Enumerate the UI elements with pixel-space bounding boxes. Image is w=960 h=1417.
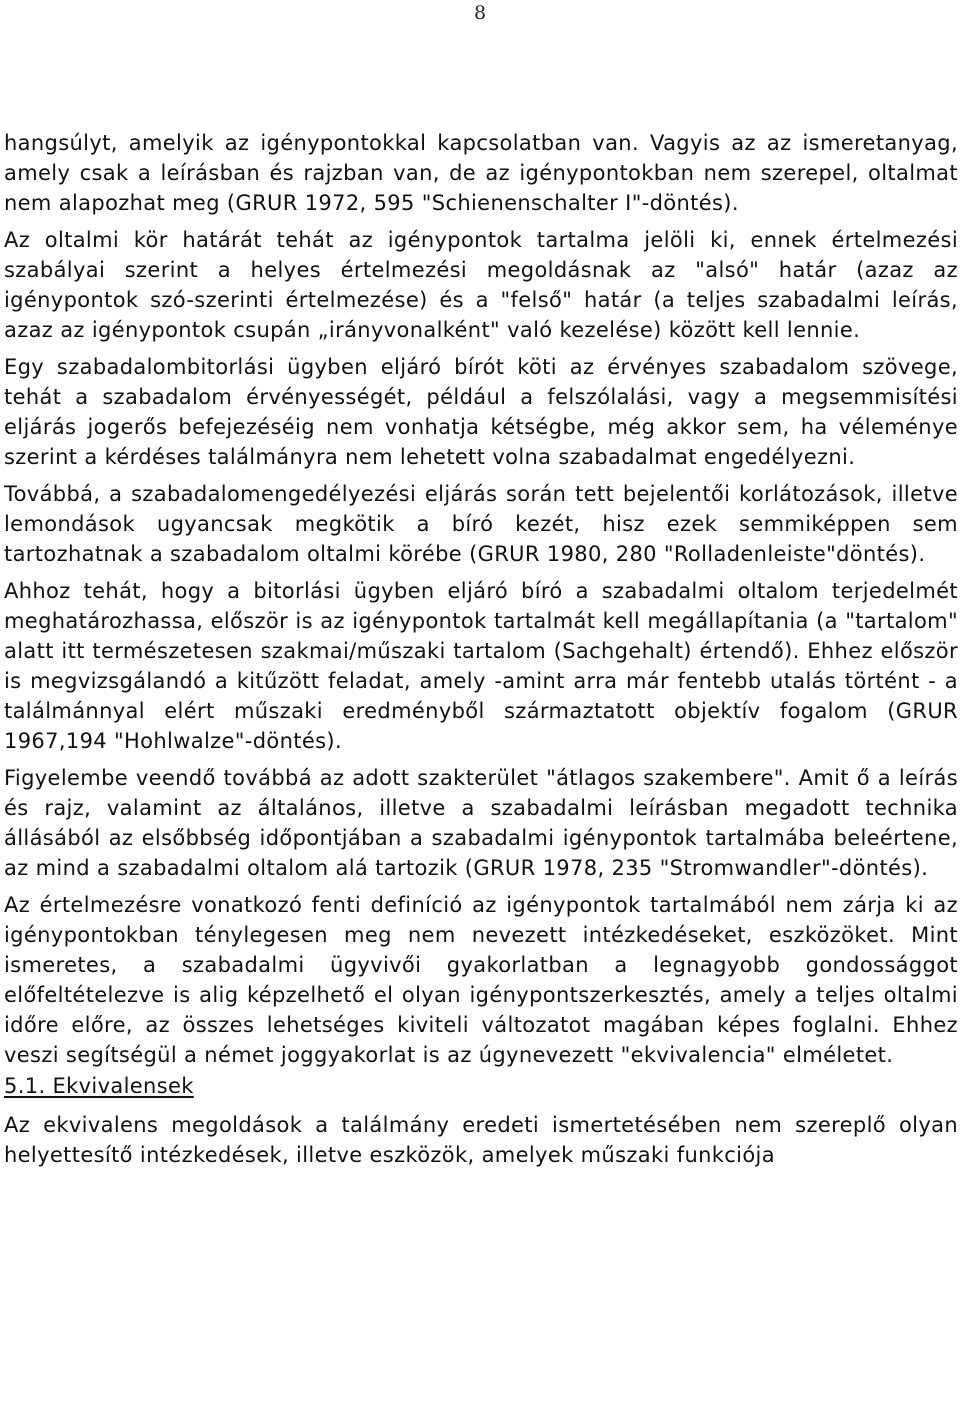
section-heading-text: 5.1. Ekvivalensek — [4, 1074, 194, 1098]
paragraph-4: Továbbá, a szabadalomengedélyezési eljárás során tett bejelentői korlátozások, illetve lemondások ugyancsak megkötik a bíró kezét, hisz ezek semmiképpen sem tartozhatnak a szabadalom oltalmi körébe (GRUR 1980, 280 "Rolladenleiste"döntés). — [4, 482, 958, 566]
paragraph-1: hangsúlyt, amelyik az igénypontokkal kapcsolatban van. Vagyis az az ismeretanyag, amely csak a leírásban és rajzban van, de az igénypontokban nem szerepel, oltalmat nem alapozhat meg (GRUR 1972, 595 "Schienenschalter I"-döntés). — [4, 131, 958, 215]
paragraph-3: Egy szabadalombitorlási ügyben eljáró bírót köti az érvényes szabadalom szövege, tehát a szabadalom érvényességét, például a felszólalási, vagy a megsemmisítési eljárás jogerős befejezéséig nem vonhatja kétségbe, még akkor sem, ha véleménye szerint a kérdéses találmányra nem lehetett volna szabadalmat engedélyezni. — [4, 355, 958, 469]
document-body — [4, 128, 958, 1177]
paragraph-2: Az oltalmi kör határát tehát az igénypontok tartalma jelöli ki, ennek értelmezési szabályai szerint a helyes értelmezési megoldásnak az "alsó" határ (azaz az igénypontok szó-szerinti értelmezése) és a "felső" határ (a teljes szabadalmi leírás, azaz az igénypontok csupán „irányvonalként" való kezelése) között kell lennie. — [4, 228, 958, 342]
section-heading — [4, 1072, 958, 1100]
page-number: 8 — [473, 2, 487, 24]
paragraph-7: Az értelmezésre vonatkozó fenti definíció az igénypontok tartalmából nem zárja ki az igénypontokban ténylegesen meg nem nevezett intézkedéseket, eszközöket. Mint ismeretes, a szabadalmi ügyvivői gyakorlatban a legnagyobb gondossággot előfeltételezve is alig képzelhető el olyan igénypontszerkesztés, amely a teljes oltalmi időre előre, az összes lehetséges kiviteli változatot magában képes foglalni. Ehhez veszi segítségül a német joggyakorlat is az úgynevezett "ekvivalencia" elméletet. — [4, 893, 958, 1067]
paragraph-5: Ahhoz tehát, hogy a bitorlási ügyben eljáró bíró a szabadalmi oltalom terjedelmét meghatározhassa, először is az igénypontok tartalmát kell megállapítania (a "tartalom" alatt itt természetesen szakmai/műszaki tartalom (Sachgehalt) értendő). Ehhez először is megvizsgálandó a kitűzött feladat, amely -amint arra már fentebb utalás történt - a találmánnyal elért műszaki eredményből származtatott objektív fogalom (GRUR 1967,194 "Hohlwalze"-döntés). — [4, 579, 958, 753]
paragraph-6: Figyelembe veendő továbbá az adott szakterület "átlagos szakembere". Amit ő a leírás és rajz, valamint az általános, illetve a szabadalmi leírásban megadott technika állásából az elsőbbség időpontjában a szabadalmi igénypontok tartalmába beleértene, az mind a szabadalmi oltalom alá tartozik (GRUR 1978, 235 "Stromwandler"-döntés). — [4, 766, 958, 880]
section-first-paragraph: Az ekvivalens megoldások a találmány eredeti ismertetésében nem szereplő olyan helyettesítő intézkedések, illetve eszközök, amelyek műszaki funkciója — [4, 1113, 958, 1167]
